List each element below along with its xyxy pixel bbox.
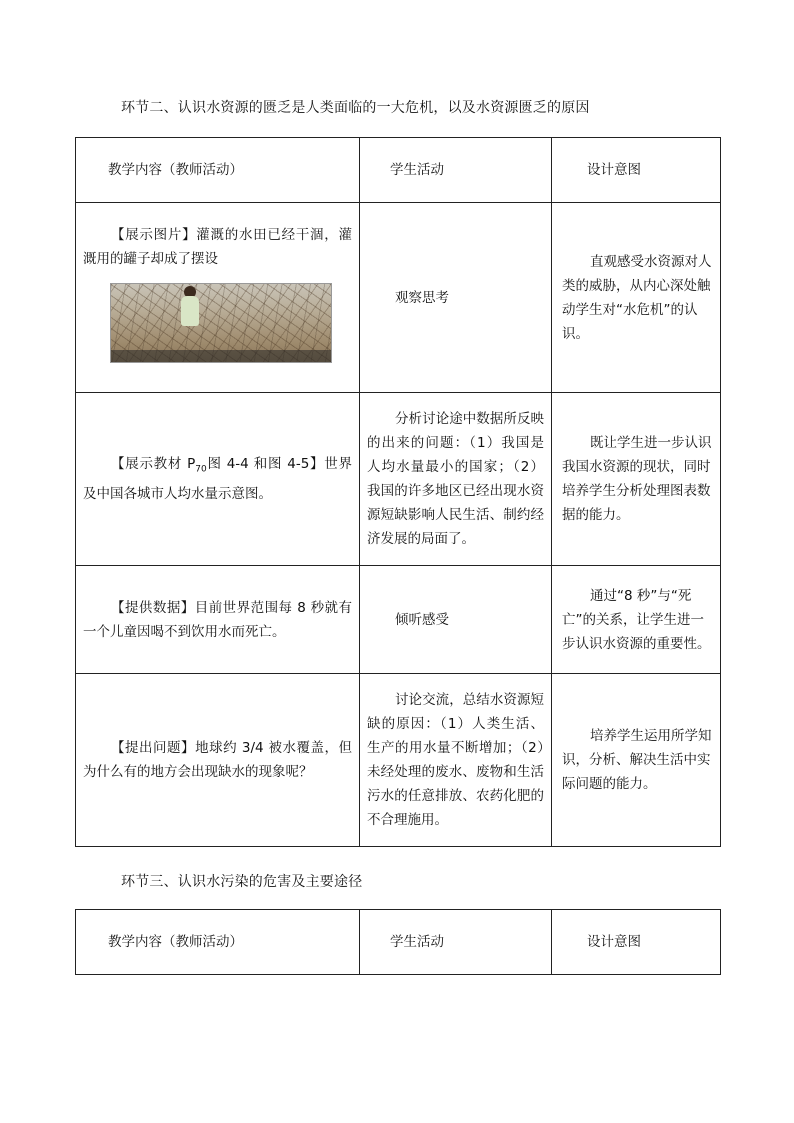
row4-intent: 培养学生运用所学知识，分析、解决生活中实际问题的能力。 xyxy=(562,728,712,792)
row4-content: 【提出问题】地球约 3/4 被水覆盖，但为什么有的地方会出现缺水的现象呢？ xyxy=(83,740,352,780)
row2-student: 分析讨论途中数据所反映的出来的问题：（1）我国是人均水量最小的国家；（2）我国的许多地区已经出现水资源短缺影响人民生活、制约经济发展的局面了。 xyxy=(367,411,544,547)
row4-student: 讨论交流，总结水资源短缺的原因：（1）人类生活、生产的用水量不断增加；（2）未经处理的废水、废物和生活污水的任意排放、农药化肥的不合理施用。 xyxy=(367,692,544,828)
table-header-row xyxy=(76,910,721,975)
section2-table xyxy=(75,137,721,847)
header-student-activity: 学生活动 xyxy=(390,162,444,178)
table-header-row xyxy=(76,138,721,203)
row2-intent: 既让学生进一步认识我国水资源的现状，同时培养学生分析处理图表数据的能力。 xyxy=(562,435,712,523)
header-student-activity: 学生活动 xyxy=(390,934,444,950)
table-row xyxy=(76,393,721,566)
row3-content: 【提供数据】目前世界范围每 8 秒就有一个儿童因喝不到饮用水而死亡。 xyxy=(83,599,352,640)
table-row xyxy=(76,674,721,847)
header-design-intent: 设计意图 xyxy=(587,162,641,178)
section3-heading: 环节三、认识水污染的危害及主要途径 xyxy=(121,874,363,890)
row2-content: 【展示教材 $P_{70}$图 4-4 和图 4-5】世界及中国各城市人均水量示意图。 xyxy=(83,456,352,502)
row1-student: 观察思考 xyxy=(395,289,449,306)
table-row xyxy=(76,566,721,674)
header-design-intent: 设计意图 xyxy=(587,934,641,950)
header-teaching-content: 教学内容（教师活动） xyxy=(108,162,243,178)
row3-intent: 通过“8 秒”与“死亡”的关系，让学生进一步认识水资源的重要性。 xyxy=(562,587,711,652)
section2-heading: 环节二、认识水资源的匮乏是人类面临的一大危机，以及水资源匮乏的原因 xyxy=(121,100,590,116)
row3-student: 倾听感受 xyxy=(395,611,449,628)
header-teaching-content: 教学内容（教师活动） xyxy=(108,934,243,950)
photo-caption-strip xyxy=(111,350,331,362)
section3-table xyxy=(75,909,721,975)
table-row xyxy=(76,203,721,393)
drought-photo xyxy=(110,283,332,363)
child-figure-shape xyxy=(181,296,199,326)
row1-intent: 直观感受水资源对人类的威胁，从内心深处触动学生对“水危机”的认识。 xyxy=(562,253,712,342)
row1-content: 【展示图片】灌溉的水田已经干涸，灌溉用的罐子却成了摆设 xyxy=(83,227,352,267)
